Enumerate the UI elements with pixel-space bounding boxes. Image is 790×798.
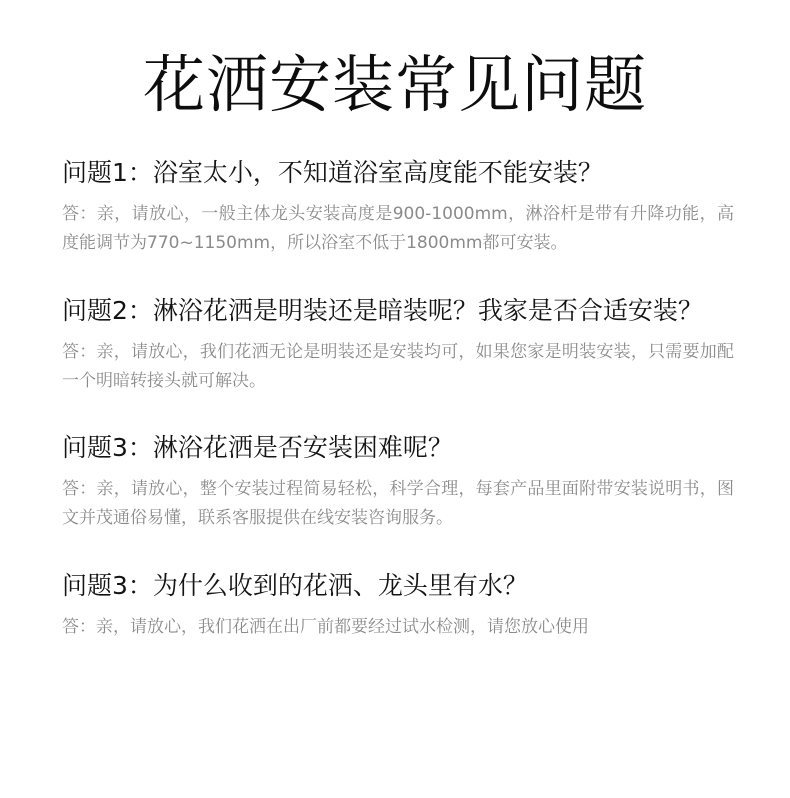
faq-answer: 答：亲，请放心，整个安装过程简易轻松，科学合理，每套产品里面附带安装说明书，图文并茂通俗易懂，联系客服提供在线安装咨询服务。	[62, 479, 734, 528]
faq-question: 问题2：淋浴花洒是明装还是暗装呢？我家是否合适安装？	[62, 296, 703, 325]
faq-answer: 答：亲，请放心，我们花洒在出厂前都要经过试水检测，请您放心使用	[62, 617, 589, 637]
faq-question: 问题1：浴室太小，不知道浴室高度能不能安装？	[62, 158, 603, 187]
faq-item-3	[62, 431, 734, 533]
page-title: 花洒安装常见问题	[142, 48, 647, 121]
faq-answer: 答：亲，请放心，一般主体龙头安装高度是900-1000mm，淋浴杆是带有升降功能，高度能调节为770~1150mm，所以浴室不低于1800mm都可安装。	[62, 204, 734, 253]
faq-answer: 答：亲，请放心，我们花洒无论是明装还是安装均可，如果您家是明装安装，只需要加配一个明暗转接头就可解决。	[62, 342, 734, 391]
faq-item-4	[62, 569, 734, 642]
faq-question: 问题3：为什么收到的花洒、龙头里有水？	[62, 571, 528, 600]
faq-item-1	[62, 156, 734, 258]
faq-item-2	[62, 294, 734, 396]
faq-question: 问题3：淋浴花洒是否安装困难呢？	[62, 433, 453, 462]
